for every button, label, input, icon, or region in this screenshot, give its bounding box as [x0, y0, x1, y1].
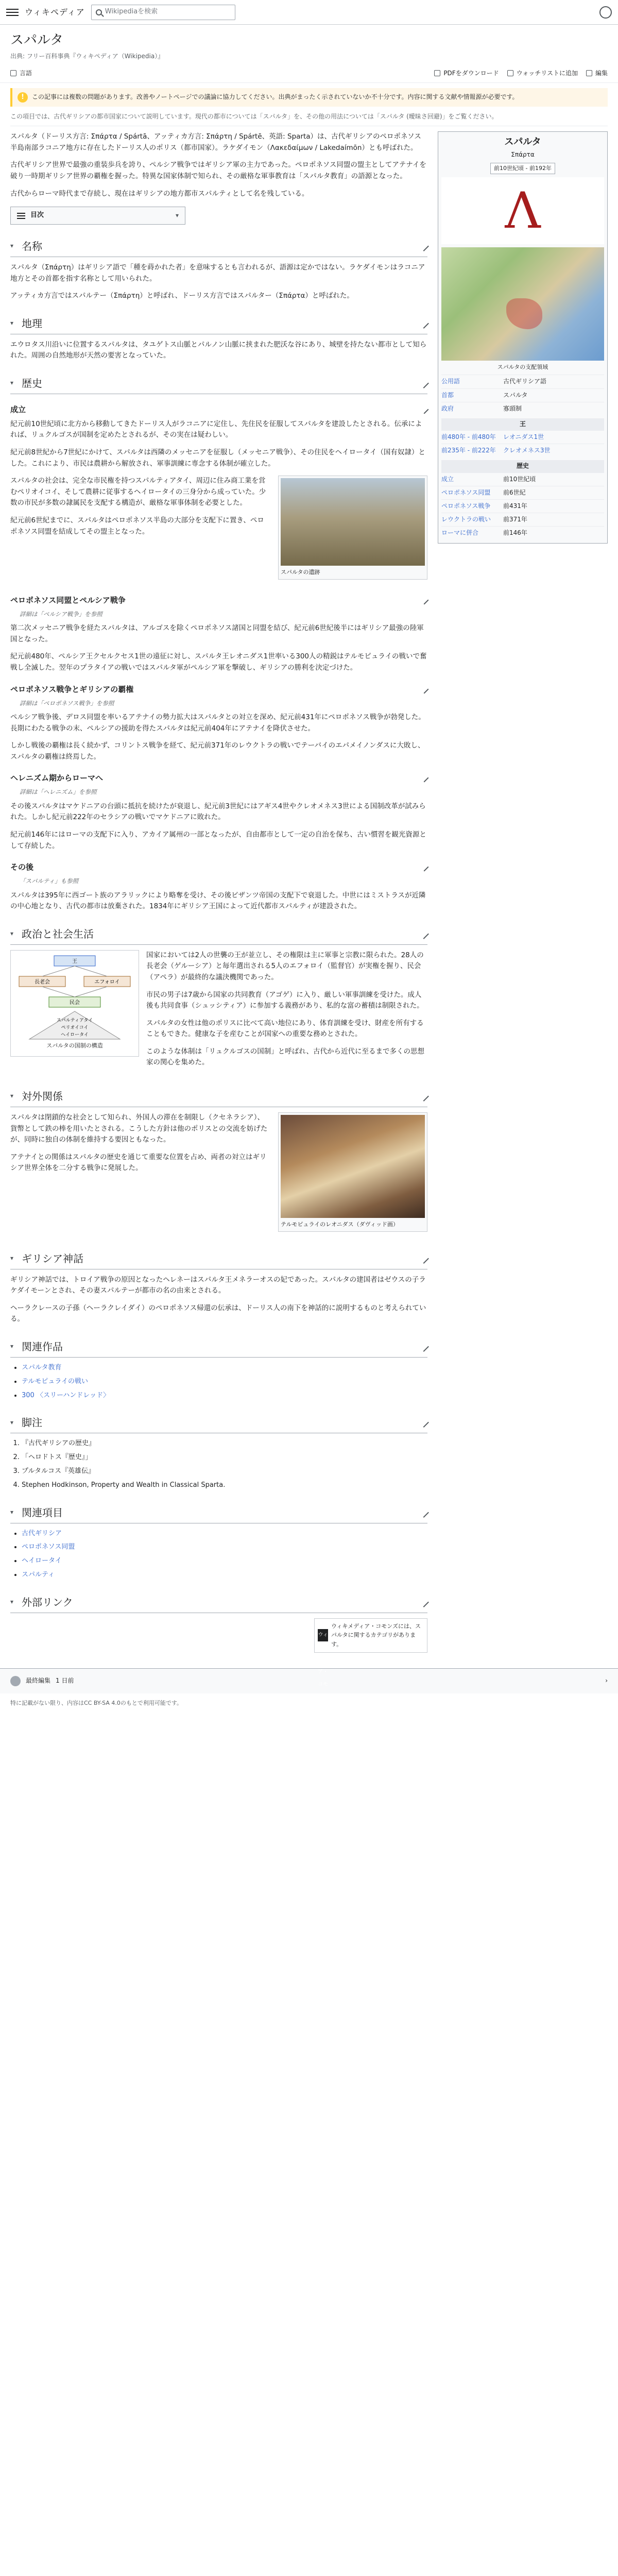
- page-header: [0, 25, 618, 61]
- chevron-icon: ▾: [10, 1343, 14, 1350]
- pencil-icon: [586, 70, 592, 76]
- edit-icon[interactable]: [419, 1342, 429, 1352]
- section-heading-see-also[interactable]: [10, 1501, 427, 1523]
- edit-icon[interactable]: [419, 929, 429, 939]
- language-label: 言語: [20, 69, 32, 77]
- section-title: 歴史: [22, 377, 42, 389]
- paragraph: 紀元前10世紀頃に北方から移動してきたドーリス人がラコニアに定住し、先住民を征服してスパルタを建設したとされる。伝承によれば、リュクルゴスが国制を定めたとされるが、その実在は疑わしい。: [10, 419, 422, 439]
- paragraph: ペルシア戦争後、デロス同盟を率いるアテナイの勢力拡大はスパルタとの対立を深め、紀元前431年にペロポネソス戦争が勃発した。長期にわたる戦争の末、ペルシアの援助を得たスパルタは紀元前404年にアテナイを降伏させた。: [10, 713, 425, 733]
- diagram-label-assembly: 民会: [70, 999, 80, 1006]
- chevron-icon: ▾: [10, 1509, 14, 1516]
- commons-box: [314, 1618, 427, 1700]
- page-actions: [0, 64, 618, 83]
- link[interactable]: ペロポネソス同盟: [22, 1543, 75, 1551]
- diagram-label-kings: 王: [72, 958, 77, 964]
- subsection-title: ペロポネソス同盟とペルシア戦争: [10, 595, 126, 605]
- chevron-icon: ▾: [10, 242, 14, 250]
- lambda-letter: Λ: [505, 181, 541, 240]
- footnote: 4. Stephen Hodkinson, Property and Wealth in Classical Sparta.: [22, 1480, 427, 1491]
- paragraph: スパルタの女性は他のポリスに比べて高い地位にあり、体育訓練を受け、財産を所有することもできた。健康な子を産むことが国家への重要な務めとされた。: [146, 1019, 424, 1039]
- section-heading-geo[interactable]: [10, 312, 427, 334]
- paragraph: エウロタス川沿いに位置するスパルタは、タユゲトス山脈とパルノン山脈に挟まれた肥沃な谷にあり、城壁を持たない都市として知られた。周囲の自然地形が天然の要害となっていた。: [10, 340, 427, 360]
- constitution-diagram-svg: [14, 954, 135, 1041]
- info-row: [441, 526, 604, 539]
- paragraph: スパルタ（Σπάρτη）はギリシア語で「種を蒔かれた者」を意味するとも言われるが、語源は定かではない。ラケダイモンはラコニア地方とその首都を指す名称として用いられた。: [10, 263, 425, 283]
- paragraph: スパルタは閉鎖的な社会として知られ、外国人の滞在を制限し（クセネラシア）、貨幣として鉄の棒を用いたとされる。こうした方針は他のポリスとの交流を妨げたが、同時に独自の体制を維持する要因ともなった。: [10, 1113, 268, 1144]
- paragraph: 第二次メッセニア戦争を経たスパルタは、アルゴスを除くペロポネソス諸国と同盟を結び、紀元前6世紀後半にはギリシア最強の陸軍国となった。: [10, 624, 424, 643]
- list-item[interactable]: [22, 1570, 427, 1581]
- diagram-label-ephors: エフォロイ: [94, 979, 120, 985]
- toc-toggle[interactable]: [10, 207, 185, 225]
- disambiguation-hatnote: この項目では、古代ギリシアの都市国家について説明しています。現代の都市については「スパルタ」を、その他の用法については「スパルタ (曖昧さ回避)」をご覧ください。: [10, 112, 608, 126]
- paragraph: スパルタは395年に西ゴート族のアラリックにより略奪を受け、その後ビザンツ帝国の支配下で衰退した。中世にはミストラスが近隣の中心地となり、古代の都市は放棄された。1834年にギリシア王国によって近代都市スパルティが建設された。: [10, 891, 426, 911]
- last-edited-label: 最終編集: [26, 1677, 51, 1684]
- edit-icon[interactable]: [420, 863, 429, 872]
- edit-icon[interactable]: [419, 241, 429, 251]
- paragraph: 国家においては2人の世襲の王が並立し、その権限は主に軍事と宗教に限られた。28人の長老会（ゲルーシア）と毎年選出される5人のエフォロイ（監督官）が実権を握り、民会（アペラ）が最終的な議決機関であった。: [146, 951, 424, 981]
- diagram-label-helots: ヘイロータイ: [61, 1032, 89, 1038]
- language-icon: [10, 70, 16, 76]
- info-key: 前480年 - 前480年: [441, 433, 496, 441]
- paragraph: 紀元前8世紀から7世紀にかけて、スパルタは西隣のメッセニアを征服し（メッセニア戦争）、その住民をヘイロータイ（国有奴隷）とした。これにより、市民は農耕から解放され、軍事訓練に専念する体制が確立した。: [10, 448, 425, 468]
- page-title: スパルタ: [10, 32, 63, 48]
- infobox-section-head: 王: [441, 418, 604, 430]
- infobox-period: [441, 163, 604, 174]
- info-row: [441, 388, 604, 402]
- footnotes-list: [22, 1438, 427, 1490]
- editor-icon: [10, 1676, 21, 1686]
- infobox-title: スパルタ: [504, 137, 541, 148]
- watch-button[interactable]: [507, 69, 578, 78]
- section-title: 対外関係: [22, 1090, 63, 1103]
- infobox-section-head: 歴史: [441, 460, 604, 472]
- commons-text[interactable]: ウィキメディア・コモンズには、スパルタに関するカテゴリがあります。: [331, 1622, 421, 1648]
- section-heading-history[interactable]: [10, 372, 427, 394]
- edit-icon[interactable]: [419, 1597, 429, 1607]
- subsection-heading: [10, 683, 427, 696]
- edit-icon[interactable]: [420, 685, 429, 693]
- subsection-heading: [10, 594, 427, 606]
- chevron-icon: ▾: [10, 319, 14, 327]
- info-value: 古代ギリシア語: [503, 378, 547, 385]
- user-icon[interactable]: [599, 6, 612, 19]
- diagram-connector: [75, 966, 107, 976]
- intro-paragraph: スパルタ（ドーリス方言: Σπάρτα / Spártā、アッティカ方言: Σπάρτη / Spártē、英語: Sparta）は、古代ギリシアのペロポネソス半島南部ラコニア地方に存在したドーリス人のポリス（都市国家）。ラケダイモン（Λακεδαίμων / Lakedaímōn）とも呼ばれた。: [10, 132, 421, 152]
- info-value: 前146年: [503, 529, 527, 537]
- info-key[interactable]: ローマに併合: [441, 529, 479, 537]
- subsection-title: ヘレニズム期からローマへ: [10, 773, 104, 783]
- diagram-connector: [75, 987, 107, 997]
- list-item[interactable]: [22, 1542, 427, 1553]
- leonidas-painting-image[interactable]: [281, 1115, 425, 1218]
- pdf-download-button[interactable]: [434, 69, 499, 78]
- section-heading-works[interactable]: [10, 1335, 427, 1358]
- last-edited-time: 1 日前: [56, 1677, 74, 1684]
- paragraph: しかし戦後の覇権は長く続かず、コリントス戦争を経て、紀元前371年のレウクトラの戦いでテーバイのエパメイノンダスに大敗し、スパルタの覇権は終焉した。: [10, 741, 425, 761]
- edit-label: 編集: [595, 69, 608, 77]
- chevron-icon: ▾: [10, 1418, 14, 1426]
- info-value[interactable]: レオニダス1世: [503, 433, 544, 441]
- hatnote: 「スパルティ」も参照: [20, 877, 79, 885]
- section-heading-relations[interactable]: [10, 1085, 427, 1107]
- section-title: 関連作品: [22, 1341, 63, 1353]
- info-row: [441, 430, 604, 444]
- chevron-icon: ▾: [10, 1092, 14, 1100]
- paragraph: 紀元前146年にはローマの支配下に入り、アカイア属州の一部となったが、自由都市として一定の自治を保ち、古い慣習を観光資源として存続した。: [10, 830, 426, 850]
- search-icon: [96, 9, 102, 15]
- section-heading-notes[interactable]: [10, 1411, 427, 1433]
- info-value[interactable]: クレオメネス3世: [503, 447, 551, 454]
- info-key[interactable]: 公用語: [441, 378, 460, 385]
- link[interactable]: テルモピュライの戦い: [22, 1377, 88, 1385]
- chevron-icon: ▾: [10, 1255, 14, 1262]
- paragraph: 市民の男子は7歳から国家の共同教育（アゴゲ）に入り、厳しい軍事訓練を受けた。成人後も共同食事（シュッシティア）に参加する義務があり、私的な富の蓄積は制限された。: [146, 990, 424, 1010]
- top-bar: [0, 0, 618, 25]
- subsection-title: その後: [10, 862, 34, 872]
- paragraph: スパルタの社会は、完全な市民権を持つスパルティアタイ、周辺に住み商工業を営むペリオイコイ、そして農耕に従事するヘイロータイの三身分から成っていた。少数の市民が多数の隷属民を支配する構造が、厳格な軍事体制を必要とした。: [10, 477, 266, 507]
- diagram-caption: スパルタの国制の構造: [46, 1042, 103, 1049]
- intro-paragraph: 古代からローマ時代まで存続し、現在はギリシアの地方都市スパルティとして名を残している。: [10, 189, 309, 198]
- intro-paragraph: 古代ギリシア世界で最強の重装歩兵を誇り、ペルシア戦争ではギリシア軍の主力であった。ペロポネソス同盟の盟主としてアテナイを破り一時期ギリシア世界の覇権を握った。特異な国家体制で知られ、その厳格な軍事教育は「スパルタ教育」の語源となった。: [10, 161, 426, 180]
- edit-icon[interactable]: [419, 1418, 429, 1428]
- info-key[interactable]: 政府: [441, 404, 454, 412]
- section-title: 地理: [22, 317, 42, 330]
- info-key[interactable]: ペロポネソス戦争: [441, 502, 491, 510]
- link[interactable]: 古代ギリシア: [22, 1529, 62, 1537]
- wikipedia-logo[interactable]: ウィキペディア: [25, 7, 85, 17]
- info-key: 前235年 - 前222年: [441, 447, 496, 454]
- info-row: [441, 499, 604, 513]
- edit-icon[interactable]: [419, 1253, 429, 1264]
- info-key[interactable]: ペロポネソス同盟: [441, 488, 491, 496]
- toc-label: 目次: [30, 211, 44, 219]
- infobox-subtitle: Σπάρτα: [511, 150, 535, 158]
- list-item[interactable]: [22, 1556, 427, 1567]
- see-also-list: [22, 1529, 427, 1581]
- diagram-connector: [42, 966, 75, 976]
- chevron-down-icon: ▾: [175, 211, 179, 219]
- paragraph: 紀元前6世紀までに、スパルタはペロポネソス半島の大部分を支配下に置き、ペロポネソス同盟を結成してその盟主となった。: [10, 516, 264, 536]
- section-heading-external[interactable]: [10, 1591, 427, 1613]
- diagram-label-citizens: スパルティアタイ: [56, 1018, 93, 1023]
- info-row: [441, 472, 604, 486]
- subsection-title: 成立: [10, 404, 26, 414]
- info-value: 前431年: [503, 502, 527, 510]
- edit-icon[interactable]: [420, 405, 429, 414]
- hatnote: 詳細は「ペロポネソス戦争」を参照: [20, 699, 114, 707]
- search-input[interactable]: [91, 5, 235, 20]
- section-heading-politics[interactable]: [10, 923, 427, 945]
- footnote: 2. 「ヘロドトス『歴史』」: [22, 1452, 427, 1463]
- period-selector[interactable]: 前10世紀頃 - 前192年: [490, 163, 555, 174]
- chevron-right-icon: ›: [605, 1677, 608, 1684]
- subsection-title: ペロポネソス戦争とギリシアの覇権: [10, 684, 134, 694]
- info-key[interactable]: 首都: [441, 391, 454, 399]
- edit-button[interactable]: [586, 69, 608, 78]
- info-row: [441, 444, 604, 457]
- pdf-label: PDFをダウンロード: [443, 69, 499, 77]
- edit-icon[interactable]: [419, 1507, 429, 1518]
- info-value: 前6世紀: [503, 488, 526, 496]
- section-title: 関連項目: [22, 1506, 63, 1519]
- section-title: 外部リンク: [22, 1596, 73, 1608]
- related-works-list: [22, 1363, 427, 1401]
- info-row: [441, 402, 604, 415]
- info-value: スパルタ: [503, 391, 528, 399]
- territory-map[interactable]: [441, 247, 604, 361]
- infobox: [438, 131, 608, 543]
- link[interactable]: ヘイロータイ: [22, 1557, 62, 1565]
- edit-icon[interactable]: [419, 378, 429, 388]
- notice-text: この記事には複数の問題があります。改善やノートページでの議論に協力してください。出典がまったく示されていないか不十分です。内容に関する文献や情報源が必要です。: [32, 93, 519, 100]
- subsection-heading: [10, 772, 427, 784]
- info-value: 寡頭制: [503, 404, 522, 412]
- footnote: 1. 『古代ギリシアの歴史』: [22, 1438, 427, 1449]
- section-title: ギリシア神話: [22, 1252, 83, 1265]
- figure-caption: テルモピュライのレオニダス（ダヴィッド画）: [281, 1221, 399, 1228]
- list-item[interactable]: [22, 1377, 427, 1387]
- section-heading-myth[interactable]: [10, 1247, 427, 1269]
- menu-icon[interactable]: [6, 6, 19, 19]
- paragraph: このような体制は「リュクルゴスの国制」と呼ばれ、古代から近代に至るまで多くの思想家の関心を集めた。: [146, 1047, 424, 1067]
- info-value: 前371年: [503, 516, 527, 523]
- chevron-icon: ▾: [10, 1598, 14, 1606]
- paragraph: ヘーラクレースの子孫（ヘーラクレイダイ）のペロポネソス帰還の伝承は、ドーリス人の南下を神話的に説明するものと考えられている。: [10, 1303, 426, 1324]
- info-key[interactable]: 成立: [441, 475, 454, 483]
- section-title: 脚注: [22, 1416, 42, 1429]
- download-icon: [434, 70, 440, 76]
- paragraph: その後スパルタはマケドニアの台頭に抵抗を続けたが衰退し、紀元前3世紀にはアギス4世やクレオメネス3世による国制改革が試みられた。しかし紀元前222年のセラシアの戦いでマケドニアに敗れた。: [10, 802, 426, 822]
- diagram-label-perioikoi: ペリオイコイ: [61, 1025, 89, 1030]
- chevron-icon: ▾: [10, 930, 14, 938]
- paragraph: ギリシア神話では、トロイア戦争の原因となったヘレネーはスパルタ王メネラーオスの妃であった。スパルタの建国者はゼウスの子ラケダイモーンとされ、その妻スパルテーが都市の名の由来とされる。: [10, 1275, 426, 1295]
- paragraph: アテナイとの関係はスパルタの歴史を通じて重要な位置を占め、両者の対立はギリシア世界全体を二分する戦争に発展した。: [10, 1153, 267, 1173]
- edit-icon[interactable]: [420, 596, 429, 604]
- diagram-label-gerousia: 長老会: [35, 979, 50, 985]
- subsection-heading: [10, 861, 427, 873]
- edit-icon[interactable]: [419, 318, 429, 329]
- search-placeholder: Wikipediaを検索: [105, 8, 158, 16]
- hatnote: 詳細は「ヘレニズム」を参照: [20, 788, 97, 796]
- info-key[interactable]: レウクトラの戦い: [441, 516, 491, 523]
- diagram-connector: [42, 987, 75, 997]
- edit-icon[interactable]: [420, 774, 429, 783]
- constitution-diagram: [10, 950, 139, 1057]
- painting-figure: [278, 1112, 427, 1232]
- list-item[interactable]: [22, 1529, 427, 1539]
- footnote: 3. プルタルコス『英雄伝』: [22, 1466, 427, 1477]
- list-item[interactable]: [22, 1363, 427, 1374]
- figure-caption: スパルタの遺跡: [281, 569, 320, 576]
- list-icon: [17, 213, 25, 219]
- ruins-figure: [278, 476, 427, 580]
- subsection-heading: [10, 403, 427, 416]
- link[interactable]: スパルティ: [22, 1571, 55, 1579]
- list-item[interactable]: [22, 1391, 427, 1401]
- maintenance-notice: [10, 88, 608, 107]
- warning-icon: !: [18, 92, 28, 103]
- ruins-image[interactable]: [281, 478, 425, 566]
- hatnote: 詳細は「ペルシア戦争」を参照: [20, 610, 102, 618]
- info-row: [441, 486, 604, 499]
- link[interactable]: スパルタ教育: [22, 1364, 62, 1372]
- info-row: [441, 513, 604, 526]
- info-row: [441, 375, 604, 388]
- section-title: 政治と社会生活: [22, 927, 94, 940]
- last-edited-bar[interactable]: [0, 1668, 618, 1693]
- edit-icon[interactable]: [419, 1091, 429, 1101]
- map-caption: スパルタの支配領域: [497, 363, 548, 370]
- page-subtitle: 出典: フリー百科事典『ウィキペディア（Wikipedia）』: [10, 52, 164, 60]
- link[interactable]: 300 〈スリーハンドレッド〉: [22, 1391, 110, 1399]
- license-note: 特に記載がない限り、内容はCC BY-SA 4.0のもとで利用可能です。: [10, 1699, 183, 1706]
- watch-label: ウォッチリストに追加: [516, 69, 578, 77]
- star-icon: [507, 70, 513, 76]
- info-value: 前10世紀頃: [503, 475, 536, 483]
- language-button[interactable]: [10, 69, 32, 78]
- commons-logo: ウィキメディア・コモンズ: [318, 1629, 328, 1641]
- section-heading-name[interactable]: [10, 235, 427, 257]
- paragraph: 紀元前480年、ペルシア王クセルクセス1世の遠征に対し、スパルタ王レオニダス1世率いる300人の精鋭はテルモピュライの戦いで奮戦し全滅した。翌年のプラタイアの戦いではスパルタ軍がペルシア軍を撃破し、ギリシアの勝利を決定づけた。: [10, 652, 427, 672]
- paragraph: アッティカ方言ではスパルテー（Σπάρτη）と呼ばれ、ドーリス方言ではスパルター（Σπάρτα）と呼ばれた。: [10, 292, 354, 300]
- section-title: 名称: [22, 240, 42, 252]
- lambda-emblem: [441, 177, 604, 244]
- chevron-icon: ▾: [10, 379, 14, 387]
